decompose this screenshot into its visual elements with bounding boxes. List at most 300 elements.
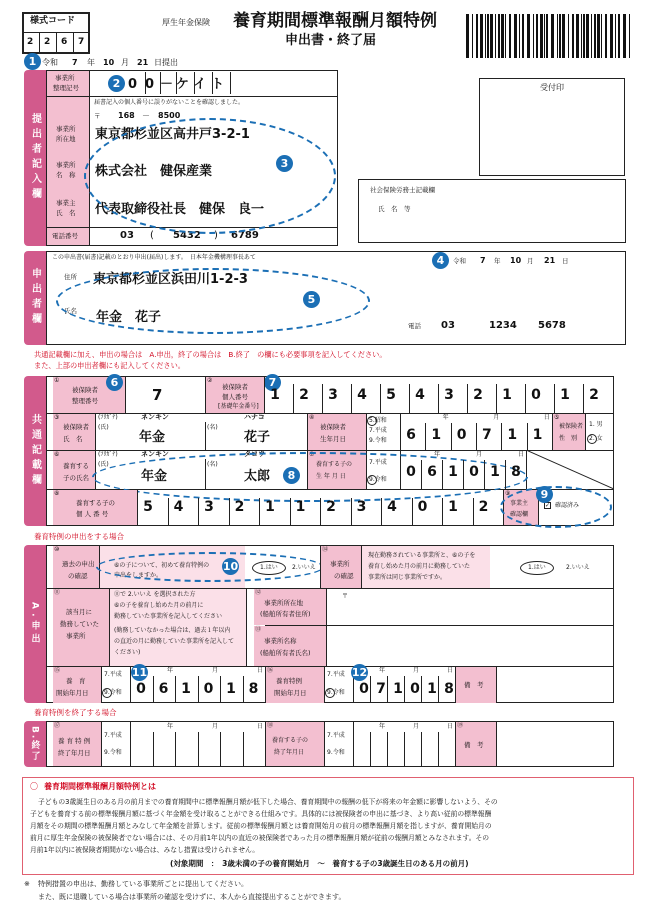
my-no-divider [525,384,526,413]
info-p5: 月前1年以内に被保険者期間がない場合は、みなし措置は受けられません。 [30,846,260,854]
a-start-digit: 0 [136,681,146,697]
cbirth-divider [505,460,506,489]
confirm-text: 確認済み [555,502,580,509]
my-no-divider [438,384,439,413]
notice-2: また、上部の申出者欄にも記入してください。 [34,361,185,370]
callout-8: 8 [283,467,300,484]
q2-label: 事業所 [330,560,350,568]
sex-label: 被保険者 [559,423,584,430]
owner-label2: 氏 名 [56,209,76,217]
sex-female-circle [587,434,597,444]
paddr-label: 事業所所在地 [264,599,303,607]
lbl-paddr [254,589,326,625]
cbirth-digit: 0 [406,464,416,480]
q1-text2: 申出をしますか。 [114,572,163,579]
office-code-2[interactable]: ケイト [176,77,230,92]
app-tel-1[interactable]: 03 [441,320,455,331]
office-code-dash: － [160,77,174,92]
app-addr-label: 住所 [64,273,77,281]
era-reiwa[interactable]: 9.令和 [369,437,387,444]
child-no-divider [290,498,291,526]
child-no-digit: 0 [417,499,428,515]
section-a-title: 養育特例の申出をする場合 [34,532,124,541]
a-start-digit: 1 [181,681,191,697]
child-no-digit: 3 [356,499,367,515]
ins-no-label2: 整理番号 [72,397,98,405]
submit-date-y: 7 [72,58,78,67]
my-no-divider [583,384,584,413]
office-code-1[interactable]: 00 [128,77,163,92]
q1-label2: の確認 [68,572,88,580]
barcode-bar [544,14,545,58]
child-name-1[interactable]: 年金 [141,469,168,484]
info-circle: 〇 [30,782,38,791]
cera-heisei[interactable]: 7.平成 [369,459,387,466]
b-cend-divider [387,732,388,767]
cera-reiwa[interactable]: 9.令和 [369,476,387,483]
app-ylabel: 年 [494,257,501,265]
ins-name-label2: 氏 名 [63,435,83,443]
b-end-divider [220,732,221,767]
num-17: ⑰ [54,722,61,729]
apply-era-heisei[interactable]: 7.平成 [327,671,345,678]
callout-10-ring [96,552,324,582]
q2-yes[interactable]: 1.はい [528,564,546,571]
b-end-ymd: 日 [257,723,264,730]
cbirth-digit: 8 [511,464,521,480]
num-6: ⑥ [54,451,60,458]
barcode-bar [581,14,582,58]
foot-1: 特例措置の申出は、勤務している事業所ごとに提出してください。 [38,880,248,888]
office-code-label: 事業所 [55,74,75,82]
era-showa-circle [367,416,377,426]
paren: ( [150,230,154,241]
num-12: ⑫ [255,589,262,596]
child-no-digit: 1 [265,499,275,515]
sharoushi-label: 社会保険労務士記載欄 [370,186,435,194]
birth-digit: 7 [482,427,492,443]
child-label2: 子の氏名 [63,474,89,482]
callout-11: 11 [131,666,148,679]
birth-digit: 1 [431,427,442,443]
app-mlabel: 月 [527,257,534,265]
birth-ymd: 月 [493,414,500,421]
tel-2[interactable]: 5432 [173,230,201,241]
child-no-divider [442,498,443,526]
barcode-bar [591,14,592,58]
a-start-ymd: 年 [167,667,174,674]
my-no-digit: 4 [357,387,367,403]
my-no-divider [554,384,555,413]
barcode-bar [586,14,589,58]
paddr-label2: (船舶所有者住所) [260,610,311,618]
cbirth-label: 養育する子の [316,461,353,468]
addr-label2: 所在地 [56,135,76,143]
cend-era-heisei[interactable]: 7.平成 [327,732,345,739]
cbirth-ymd: 年 [434,451,441,458]
lbl-pname [254,626,326,666]
callout-3-ring [84,118,336,234]
info-p2: 子どもを養育する前の標準報酬月額に基づく年金額を受け取ることができる仕組みです。具体的には被保険者の申出に基づき、より高い従前の標準報酬 [30,810,492,818]
b-cend-divider [370,732,371,767]
app-date-y[interactable]: 7 [480,256,486,265]
ins-name-label: 被保険者 [63,423,89,431]
info-p1: 子どもの3歳誕生日のある月の前月までの養育期間中に標準報酬月額が低下した場合、養育期間中の報酬の低下が将来の年金額に影響しないよう、その [38,798,498,806]
callout-4: 4 [432,252,449,269]
my-no-digit: 1 [560,387,570,403]
barcode-bar [476,14,478,58]
child-name-2[interactable]: 太郎 [244,469,271,484]
my-no-label3: [基礎年金番号] [218,403,259,410]
office-code-label2: 整理記号 [53,84,79,92]
insurance-label: 厚生年金保険 [162,18,210,27]
a-apply-divider [387,676,388,703]
num-1: ① [54,377,60,384]
q2-label2: の確認 [334,572,354,580]
child-no-digit: 1 [448,499,458,515]
postal-code-2[interactable]: 8500 [158,111,181,120]
b-end-divider [175,732,176,767]
q2-no[interactable]: 2.いいえ [566,564,590,571]
receipt-label: 受付印 [540,83,564,92]
callout-9-ring [500,486,612,528]
owner-label: 事業主 [56,199,76,207]
barcode-bar [519,14,520,58]
child-no-divider [381,498,382,526]
barcode-bar [472,14,473,58]
b-cend-ymd: 月 [413,723,420,730]
child-no-digit: 5 [143,499,153,515]
app-tel-3[interactable]: 5678 [538,320,566,331]
info-title: 養育期間標準報酬月額特例とは [44,782,156,791]
info-p4: 前月に厚生年金保険の被保険者でない場合には、その月前1年以内の直近の被保険者であった月の標準報酬月額が従前の報酬月額とみなされます。その [30,834,490,842]
office-address[interactable]: 東京都杉並区高井戸3-2-1 [95,127,250,142]
sex-label2: 性 別 [559,435,578,442]
callout-7: 7 [264,374,281,391]
section-b-title: 養育特例を終了する場合 [34,708,117,717]
barcode-bar [466,14,469,58]
barcode-bar [583,14,585,58]
child-label: 養育する [63,462,89,470]
insured-name-2[interactable]: 花子 [244,430,271,445]
postal-code-1[interactable]: 168 [118,111,135,120]
birth-label2: 生年月日 [320,435,346,443]
barcode-bar [615,14,616,58]
end-era-heisei[interactable]: 7.平成 [104,732,122,739]
barcode-bar [572,14,574,58]
memo-a: 備 考 [464,681,484,689]
barcode-bar [505,14,506,58]
barcode-bar [536,14,538,58]
office-name[interactable]: 株式会社 健保産業 [95,164,213,179]
cbirth-divider [463,460,464,489]
q1-yes[interactable]: 1.はい [260,564,278,571]
q1-text: ⑥の子について、初めて養育特例の [114,562,210,569]
ins-kana-1[interactable]: ネンキン [141,413,169,421]
a-apply-divider [421,676,422,703]
apply-label2: 開始年月日 [274,689,307,697]
a-start-divider [198,676,199,703]
my-no-digit: 2 [299,387,309,403]
child-kana-2[interactable]: タロウ [244,450,265,458]
sharoushi-name-label: 氏 名 等 [378,205,411,213]
owner-name[interactable]: 代表取締役社長 健保 良一 [95,202,265,217]
tel-1[interactable]: 03 [120,230,134,241]
my-no-divider [496,384,497,413]
postal-dash: － [142,111,150,120]
app-name-label: 氏名 [64,307,77,315]
a-apply-ymd: 年 [379,667,386,674]
child-end-label: 養育する子の [272,737,309,744]
applicant-side-label: 申出者欄 [24,251,46,345]
birth-divider [527,423,528,450]
app-date-d[interactable]: 21 [544,256,556,265]
num-10: ⑩ [54,546,60,553]
callout-12: 12 [351,666,368,679]
barcode-bar [490,14,493,58]
start-label: 養 育 [66,677,86,685]
barcode-bar [629,14,630,58]
callout-2: 2 [108,75,125,92]
my-no-divider [467,384,468,413]
sex-male[interactable]: 1. 男 [589,421,603,428]
prev-label2: 勤務していた [60,620,99,628]
paren-close: ) [214,230,218,241]
barcode-bar [480,14,483,58]
ins-kana-2[interactable]: ハナコ [244,413,265,421]
b-cend-ymd: 日 [447,723,454,730]
cno-label: 養育する子の [76,499,115,507]
submitter-note: 届書記入の個人番号に誤りがないことを確認しました。 [94,99,245,106]
era-heisei[interactable]: 7.平成 [369,427,387,434]
b-cend-divider [438,732,439,767]
applicant-address[interactable]: 東京都杉並区浜田川1-2-3 [93,272,248,287]
era-showa[interactable]: 5.昭和 [369,417,387,424]
prev-note3: 勤務していた事業所を記入してください [114,613,223,620]
day-submit-label: 日提出 [154,58,178,67]
barcode-bar [618,14,620,58]
birth-divider [451,423,452,450]
cbirth-divider [442,460,443,489]
child-no-digit: 2 [234,499,245,515]
a-apply-ymd: 日 [447,667,454,674]
barcode-bar [601,14,602,58]
a-start-digit: 0 [203,681,214,697]
barcode-bar [495,14,496,58]
form-subtitle: 申出書・終了届 [285,33,377,48]
start-era-circle [102,688,112,698]
q2-text: 現在勤務されている事業所と、⑥の子を [368,552,476,559]
num-15: ⑮ [54,667,61,674]
confirm-checkbox[interactable]: ✓ [545,502,551,509]
app-era: 令和 [453,257,466,265]
my-no-label2: 個人番号 [222,393,248,401]
confirm-label2: 確認欄 [510,511,529,518]
num-19: ⑲ [457,722,464,729]
form-code-divider [56,32,57,54]
name-label2: 名 称 [56,171,76,179]
app-tel-2[interactable]: 1234 [489,320,517,331]
a-start-divider [175,676,176,703]
num-18: ⑱ [267,722,274,729]
cbirth-digit: 1 [448,464,458,480]
lbl-child-end [266,722,324,766]
furi-label: (ﾌﾘｶﾞﾅ) [98,414,118,421]
memo-b: 備 考 [464,741,484,749]
cbirth-divider [484,460,485,489]
num-11: ⑪ [54,589,61,596]
confirm-label: 事業主 [510,500,529,507]
a-apply-ymd: 月 [413,667,420,674]
my-no-digit: 5 [386,387,396,403]
barcode-bar [485,14,486,58]
callout-10: 10 [222,560,239,573]
a-apply-divider [404,676,405,703]
notice-1: 共通記載欄に加え、申出の場合は A.申出，終了の場合は B.終了 の欄にも必要事項を記入してください。 [34,350,387,359]
prev-label3: 事業所 [66,632,86,640]
barcode-bar [623,14,626,58]
callout-9: 9 [536,486,553,503]
form-code-divider [73,32,74,54]
prev-note2: ⑥の子を養育し始めた月の前月に [114,602,204,609]
child-no-divider [259,498,260,526]
num-2: ② [207,377,213,384]
my-no-digit: 0 [531,387,541,403]
applicant-name[interactable]: 年金 花子 [96,310,162,325]
submit-date-era: 令和 [42,58,58,67]
my-no-label: 被保険者 [222,383,248,391]
b-cend-divider [421,732,422,767]
lbl-cno [53,490,137,525]
num-14: ⑭ [322,546,329,553]
postal-mark: 〒 [94,112,101,120]
info-p6: (対象期間 ： 3歳未満の子の養育開始月 ～ 養育する子の3歳誕生日のある月の前月) [170,859,469,868]
child-no-divider [229,498,230,526]
callout-6: 6 [106,374,123,391]
b-end-divider [198,732,199,767]
barcode-bar [576,14,579,58]
app-date-m[interactable]: 10 [510,256,522,265]
form-code-digit: 6 [61,37,68,47]
common-side-label: 共通記載欄 [24,376,46,526]
cend-era-reiwa[interactable]: 9.令和 [327,749,345,756]
mei-label-2: (名) [207,461,218,468]
barcode-bar [533,14,534,58]
start-era-heisei[interactable]: 7.平成 [104,671,122,678]
a-start-digit: 6 [158,681,169,697]
barcode-bar [527,14,530,58]
shi-label-2: (氏) [98,461,109,468]
num-7: ⑦ [309,451,315,458]
start-label2: 開始年月日 [56,689,89,697]
a-start-divider [220,676,221,703]
applicant-statement: この申出書(届書)記載のとおり申出(届出)します。 日本年金機構理事長あて [52,254,256,261]
a-apply-digit: 0 [410,681,420,697]
barcode-bar [540,14,543,58]
a-apply-digit: 1 [393,681,403,697]
child-no-divider [473,498,474,526]
cbirth-ymd: 日 [518,451,525,458]
q1-label: 過去の申出 [62,560,95,568]
num-16: ⑯ [267,667,274,674]
a-start-divider [243,676,244,703]
barcode-bar [605,14,607,58]
a-apply-digit: 7 [376,681,386,697]
diagonal-strike [526,450,614,489]
a-start-ymd: 月 [212,667,219,674]
form-code-digit: 7 [78,37,85,47]
child-kana-1[interactable]: ネンキン [141,450,169,458]
a-apply-digit: 1 [427,681,437,697]
barcode-bar [509,14,511,58]
q1-no[interactable]: 2.いいえ [292,564,316,571]
foot-2: また、既に退職している場合は事業所の確認を受けずに、本人から直接提出することができます。 [38,893,346,901]
prev-note: ⑪で 2.いいえ を選択された方 [114,591,196,598]
a-start-digit: 8 [248,681,259,697]
birth-digit: 1 [507,427,518,443]
cbirth-label2: 生 年 月 日 [316,473,346,480]
name-label: 事業所 [56,161,76,169]
num-13: ⑬ [255,626,262,633]
barcode-bar [551,14,554,58]
end-era-reiwa[interactable]: 9.令和 [104,749,122,756]
start-era-reiwa[interactable]: 9.令和 [104,689,122,696]
callout-5: 5 [303,291,320,308]
barcode-bar [562,14,565,58]
birth-divider [476,423,477,450]
insured-name-1[interactable]: 年金 [139,430,166,445]
section-a-side: A.申出 [24,545,46,703]
birth-ymd: 年 [442,414,449,421]
cbirth-digit: 1 [490,464,500,480]
cbirth-divider [421,460,422,489]
insured-number[interactable]: 7 [152,386,163,404]
apply-era-reiwa[interactable]: 9.令和 [327,689,345,696]
birth-digit: 6 [406,427,416,443]
b-end-ymd: 年 [167,723,174,730]
my-no-divider [293,384,294,413]
a-apply-divider [438,676,439,703]
app-tel-label: 電話 [408,322,421,330]
my-no-digit: 2 [589,387,599,403]
foot-mark: ※ [24,880,30,888]
prev-note6: ください) [114,649,141,656]
my-no-divider [322,384,323,413]
barcode-bar [522,14,524,58]
num-3: ③ [54,414,60,421]
lbl-start [53,667,101,703]
birth-label: 被保険者 [320,423,346,431]
tel-3[interactable]: 6789 [231,230,259,241]
child-end-label2: 終了年月日 [274,749,305,756]
child-no-digit: 2 [478,499,489,515]
sex-female[interactable]: 2. 女 [589,435,603,442]
prev-note4: (勤務していなかった場合は、過去１年以内 [114,627,231,634]
child-no-digit: 3 [204,499,214,515]
submit-date-m: 10 [103,58,115,67]
barcode-bar [557,14,558,58]
prev-postal[interactable]: 〒 [342,593,349,600]
barcode [466,14,634,58]
my-no-divider [351,384,352,413]
section-b [46,721,614,767]
num-9: ⑨ [505,490,511,497]
a-apply-digit: 8 [444,681,454,697]
birth-ymd: 日 [543,414,550,421]
child-no-digit: 4 [387,499,397,515]
barcode-bar [559,14,561,58]
barcode-bar [501,14,504,58]
